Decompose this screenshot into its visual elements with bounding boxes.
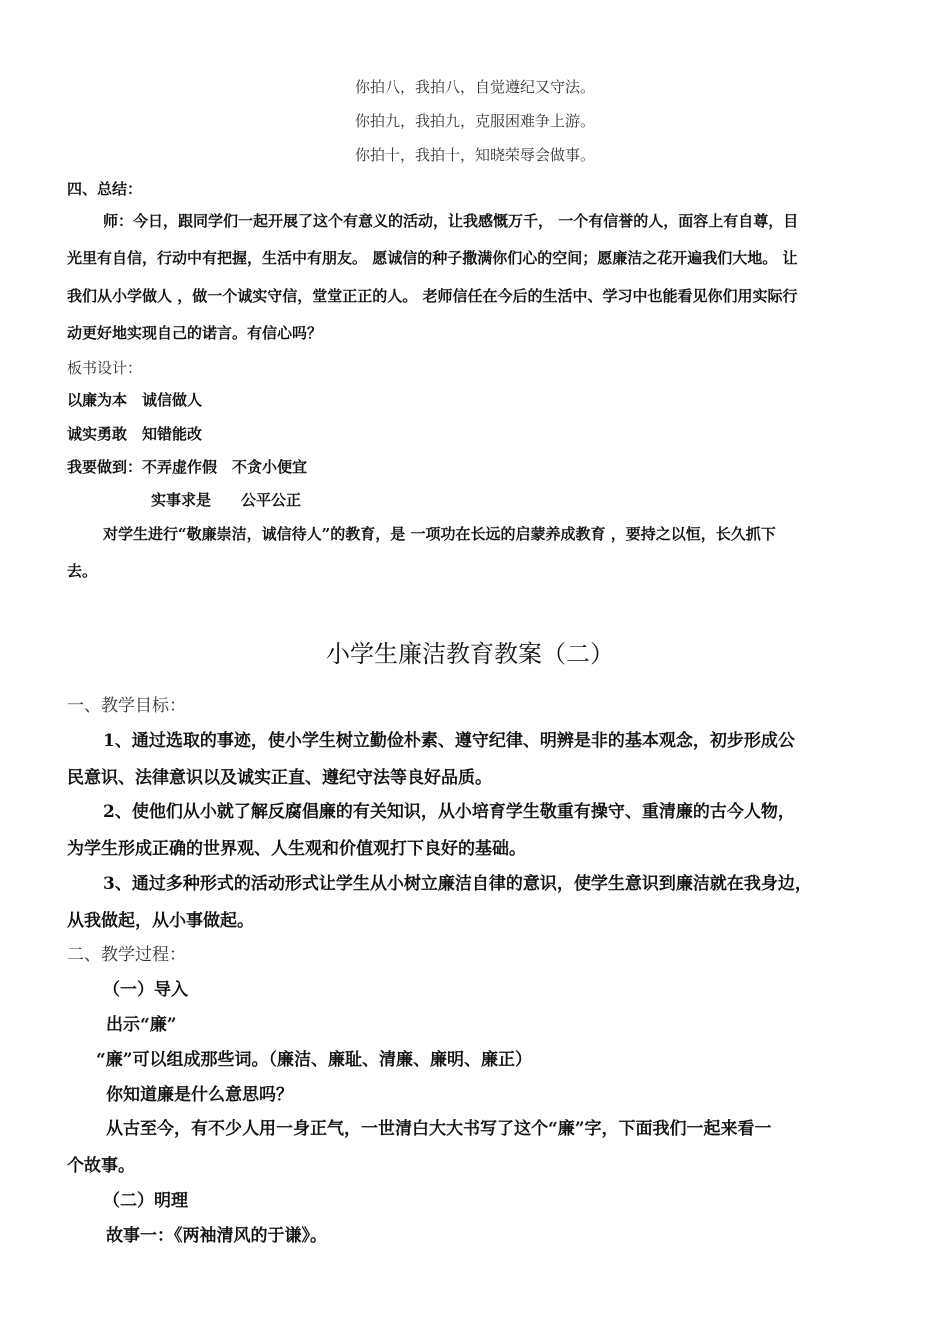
closing-line: 去。 bbox=[67, 562, 98, 580]
board-line: 实事求是 公平公正 bbox=[151, 491, 302, 509]
goal-line: 1、通过选取的事迹，使小学生树立勤俭朴素、遵守纪律、明辨是非的基本观念，初步形成公 bbox=[103, 731, 795, 751]
goals-heading: 一、教学目标： bbox=[67, 696, 186, 716]
goal-line: 3、通过多种形式的活动形式让学生从小树立廉洁自律的意识，使学生意识到廉洁就在我身边， bbox=[103, 874, 812, 894]
board-line: 以廉为本 诚信做人 bbox=[67, 391, 203, 409]
goal-line: 民意识、法律意识以及诚实正直、遵纪守法等良好品质。 bbox=[67, 768, 492, 788]
page-title: 小学生廉洁教育教案（二） bbox=[326, 640, 614, 668]
summary-line: 我们从小学做人 ，做一个诚实守信，堂堂正正的人。 老师信任在今后的生活中、学习中也能看见你们用实际行 bbox=[67, 287, 798, 305]
board-line: 我要做到：不弄虚作假 不贪小便宜 bbox=[67, 458, 308, 476]
chant-line: 你拍九，我拍九，克服困难争上游。 bbox=[354, 112, 595, 130]
process-line: “廉”可以组成那些词。（廉洁、廉耻、清廉、廉明、廉正） bbox=[96, 1050, 533, 1070]
goal-line: 2、使他们从小就了解反腐倡廉的有关知识，从小培育学生敬重有操守、重清廉的古今人物， bbox=[103, 802, 795, 822]
process-heading: 二、教学过程： bbox=[67, 945, 186, 965]
summary-line: 动更好地实现自己的诺言。有信心吗？ bbox=[67, 324, 323, 342]
process-line: （一）导入 bbox=[103, 980, 188, 1000]
process-line: 从古至今，有不少人用一身正气，一世清白大大书写了这个“廉”字，下面我们一起来看一 bbox=[106, 1119, 772, 1139]
process-line: 你知道廉是什么意思吗？ bbox=[106, 1085, 293, 1105]
goal-line: 为学生形成正确的世界观、人生观和价值观打下良好的基础。 bbox=[67, 839, 526, 859]
process-line: 个故事。 bbox=[67, 1156, 135, 1176]
process-line: （二）明理 bbox=[103, 1191, 188, 1211]
goal-line: 从我做起，从小事做起。 bbox=[67, 911, 254, 931]
chant-line: 你拍十，我拍十，知晓荣辱会做事。 bbox=[354, 146, 595, 164]
board-line: 诚实勇敢 知错能改 bbox=[67, 425, 203, 443]
summary-line: 光里有自信，行动中有把握，生活中有朋友。 愿诚信的种子撒满你们心的空间；愿廉洁之花开遍我们大地。 让 bbox=[67, 249, 798, 267]
process-line: 出示“廉” bbox=[106, 1015, 177, 1035]
process-line: 故事一：《两袖清风的于谦》。 bbox=[106, 1226, 327, 1246]
closing-line: 对学生进行“敬廉崇洁，诚信待人”的教育，是 一项功在长远的启蒙养成教育 ，要持之以恒，长久抓下 bbox=[103, 525, 776, 543]
chant-line: 你拍八，我拍八，自觉遵纪又守法。 bbox=[354, 78, 595, 96]
summary-line: 师：今日，跟同学们一起开展了这个有意义的活动，让我感慨万千， 一个有信誉的人，面容上有自尊，目 bbox=[103, 212, 799, 230]
summary-heading: 四、总结： bbox=[67, 180, 143, 198]
board-heading: 板书设计： bbox=[67, 359, 143, 377]
